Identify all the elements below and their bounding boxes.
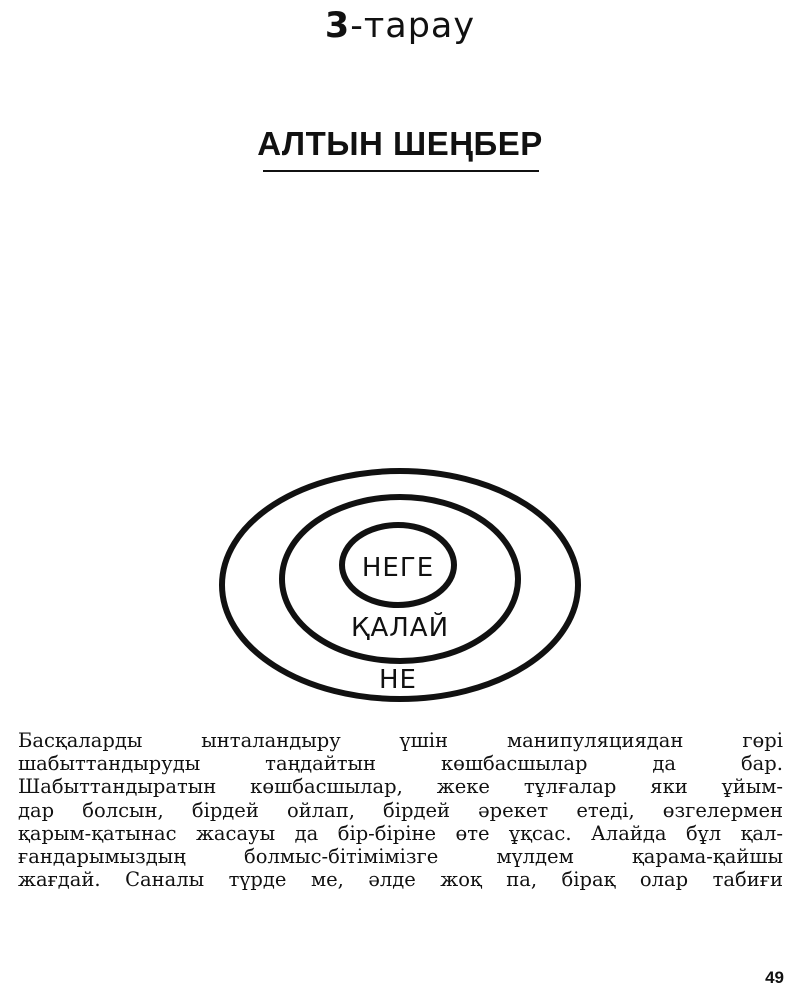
inner-label: НЕГЕ xyxy=(361,553,435,583)
body-line: шабыттандыруды таңдайтын көшбасшылар да бар. xyxy=(18,752,783,776)
middle-label: ҚАЛАЙ xyxy=(350,613,450,643)
body-paragraph xyxy=(18,729,783,891)
golden-circle-diagram xyxy=(210,455,590,715)
body-line: ғандарымыздың болмыс-бітімімізге мүлдем қарама-қайшы xyxy=(18,845,783,869)
chapter-word: -тарау xyxy=(350,6,476,46)
body-line: дар болсын, бірдей ойлап, бірдей әрекет етеді, өзгелермен xyxy=(18,798,783,822)
body-line: Шабыттандыратын көшбасшылар, жеке тұлғалар яки ұйым- xyxy=(18,775,783,799)
page-number: 49 xyxy=(765,968,784,987)
outer-label: НЕ xyxy=(379,665,417,695)
chapter-number: 3 xyxy=(324,6,351,46)
page-title: АЛТЫН ШЕҢБЕР xyxy=(257,125,543,162)
title-underline xyxy=(263,170,539,172)
body-line: қарым-қатынас жасауы да бір-біріне өте ұқсас. Алайда бұл қал- xyxy=(18,821,783,845)
body-line: жағдай. Саналы түрде ме, әлде жоқ па, бірақ олар табиғи xyxy=(18,868,783,892)
chapter-heading xyxy=(0,4,800,48)
body-line: Басқаларды ынталандыру үшін манипуляциядан гөрі xyxy=(18,729,783,752)
